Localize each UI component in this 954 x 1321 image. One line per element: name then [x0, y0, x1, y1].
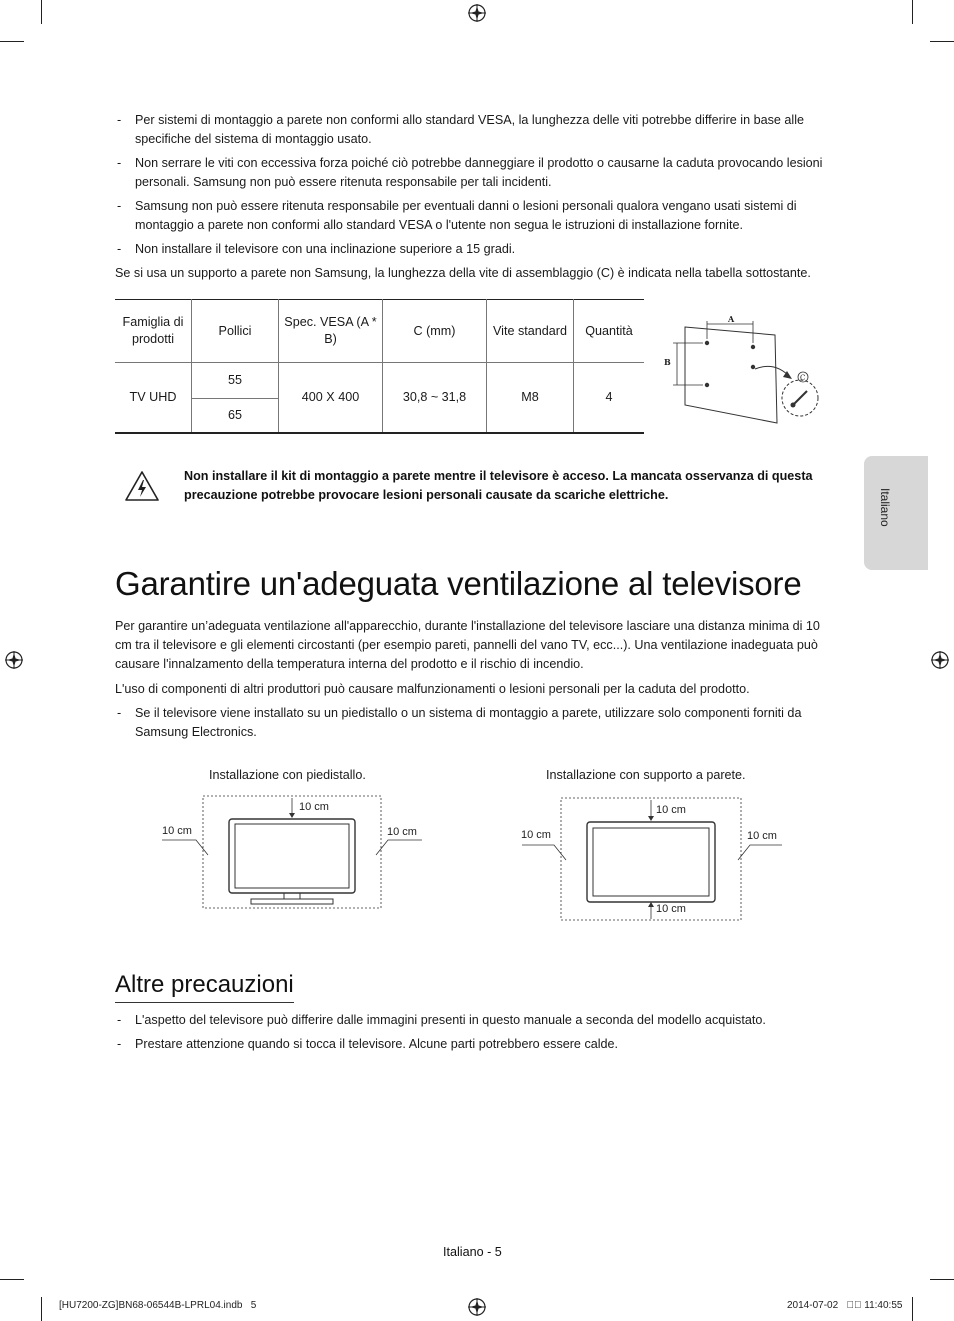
- list-item: - Se il televisore viene installato su un piedistallo o un sistema di montaggio a parete, utilizzare solo componenti forniti da Samsung Electronics.: [117, 704, 850, 742]
- table-header: Vite standard: [487, 300, 574, 363]
- table-header: C (mm): [383, 300, 487, 363]
- wall-installation-diagram: [520, 797, 785, 922]
- footer-file: [HU7200-ZG]BN68-06544B-LPRL04.indb 5: [59, 1300, 257, 1311]
- stand-installation-diagram: [160, 795, 425, 910]
- distance-label: 10 cm: [656, 903, 686, 915]
- page-title: Garantire un'adeguata ventilazione al televisore: [115, 565, 802, 602]
- crop-mark: [912, 0, 913, 24]
- table-cell: 55: [192, 363, 279, 399]
- dimension-a-label: A: [728, 314, 735, 324]
- list-item: - Per sistemi di montaggio a parete non conformi allo standard VESA, la lunghezza delle viti potrebbe differire in base alle specifiche del sistema di montaggio usato.: [117, 111, 850, 149]
- registration-mark-icon: [467, 3, 487, 23]
- table-header: Quantità: [574, 300, 645, 363]
- crop-mark: [0, 41, 24, 42]
- paragraph: L'uso di componenti di altri produttori può causare malfunzionamenti o lesioni personali per la caduta del prodotto.: [115, 682, 750, 696]
- table-cell: 4: [574, 363, 645, 434]
- table-cell: 65: [192, 399, 279, 434]
- crop-mark: [930, 1279, 954, 1280]
- table-header: Spec. VESA (A * B): [279, 300, 383, 363]
- page-number: Italiano - 5: [443, 1245, 502, 1259]
- language-tab-label: Italiano: [878, 488, 892, 527]
- distance-label: 10 cm: [299, 801, 329, 813]
- table-header: Famiglia di prodotti: [115, 300, 192, 363]
- distance-label: 10 cm: [521, 829, 551, 841]
- list-item: - Non serrare le viti con eccessiva forza poiché ciò potrebbe danneggiare il prodotto o causarne la caduta provocando lesioni personali. Samsung non può essere ritenuta responsabile per tali incidenti.: [117, 154, 850, 192]
- crop-mark: [930, 41, 954, 42]
- crop-mark: [0, 1279, 24, 1280]
- registration-mark-icon: [467, 1297, 487, 1317]
- table-cell: 400 X 400: [279, 363, 383, 434]
- figure-title-stand: Installazione con piedistallo.: [209, 768, 366, 782]
- dimension-c-label: C: [800, 374, 806, 382]
- warning-text: Non installare il kit di montaggio a parete mentre il televisore è acceso. La mancata osservanza di questa precauzione potrebbe provocare lesioni personali causate da scariche elettriche.: [184, 469, 813, 502]
- warning-icon: [124, 470, 160, 502]
- registration-mark-icon: [930, 650, 950, 670]
- table-header: Pollici: [192, 300, 279, 363]
- crop-mark: [912, 1297, 913, 1321]
- footer-date: 2014-07-02 ￿￿ 11:40:55: [787, 1300, 903, 1311]
- table-cell: M8: [487, 363, 574, 434]
- paragraph: Per garantire un’adeguata ventilazione all'apparecchio, durante l'installazione del televisore lasciare una distanza minima di 10 cm tra il televisore e gli elementi circostanti (per esempio pareti, pannelli del vano TV, ecc...). Una ventilazione inadeguata può causare l'innalzamento della temperatura interna del prodotto e il rischio di incendio.: [115, 619, 820, 671]
- table-cell: TV UHD: [115, 363, 192, 434]
- crop-mark: [41, 1297, 42, 1321]
- table-intro: Se si usa un supporto a parete non Samsung, la lunghezza della vite di assemblaggio (C) è indicata nella tabella sottostante.: [115, 266, 811, 280]
- distance-label: 10 cm: [747, 830, 777, 842]
- section-title: Altre precauzioni: [115, 968, 294, 1003]
- list-item: - Samsung non può essere ritenuta responsabile per eventuali danni o lesioni personali qualora vengano usati sistemi di montaggio a parete non conformi allo standard VESA o l'utente non segua le istruzioni di installazione fornite.: [117, 197, 850, 235]
- distance-label: 10 cm: [387, 826, 417, 838]
- list-item: - Prestare attenzione quando si tocca il televisore. Alcune parti potrebbero essere calde.: [117, 1035, 850, 1054]
- language-tab: [864, 456, 928, 570]
- list-item: - L'aspetto del televisore può differire dalle immagini presenti in questo manuale a seconda del modello acquistato.: [117, 1011, 850, 1030]
- crop-mark: [41, 0, 42, 24]
- dimension-b-label: B: [664, 357, 671, 367]
- distance-label: 10 cm: [656, 804, 686, 816]
- screw-table: [115, 299, 644, 434]
- wall-mount-diagram: [655, 305, 830, 430]
- distance-label: 10 cm: [162, 825, 192, 837]
- table-cell: 30,8 ~ 31,8: [383, 363, 487, 434]
- registration-mark-icon: [4, 650, 24, 670]
- list-item: - Non installare il televisore con una inclinazione superiore a 15 gradi.: [117, 240, 850, 259]
- figure-title-wall: Installazione con supporto a parete.: [546, 768, 746, 782]
